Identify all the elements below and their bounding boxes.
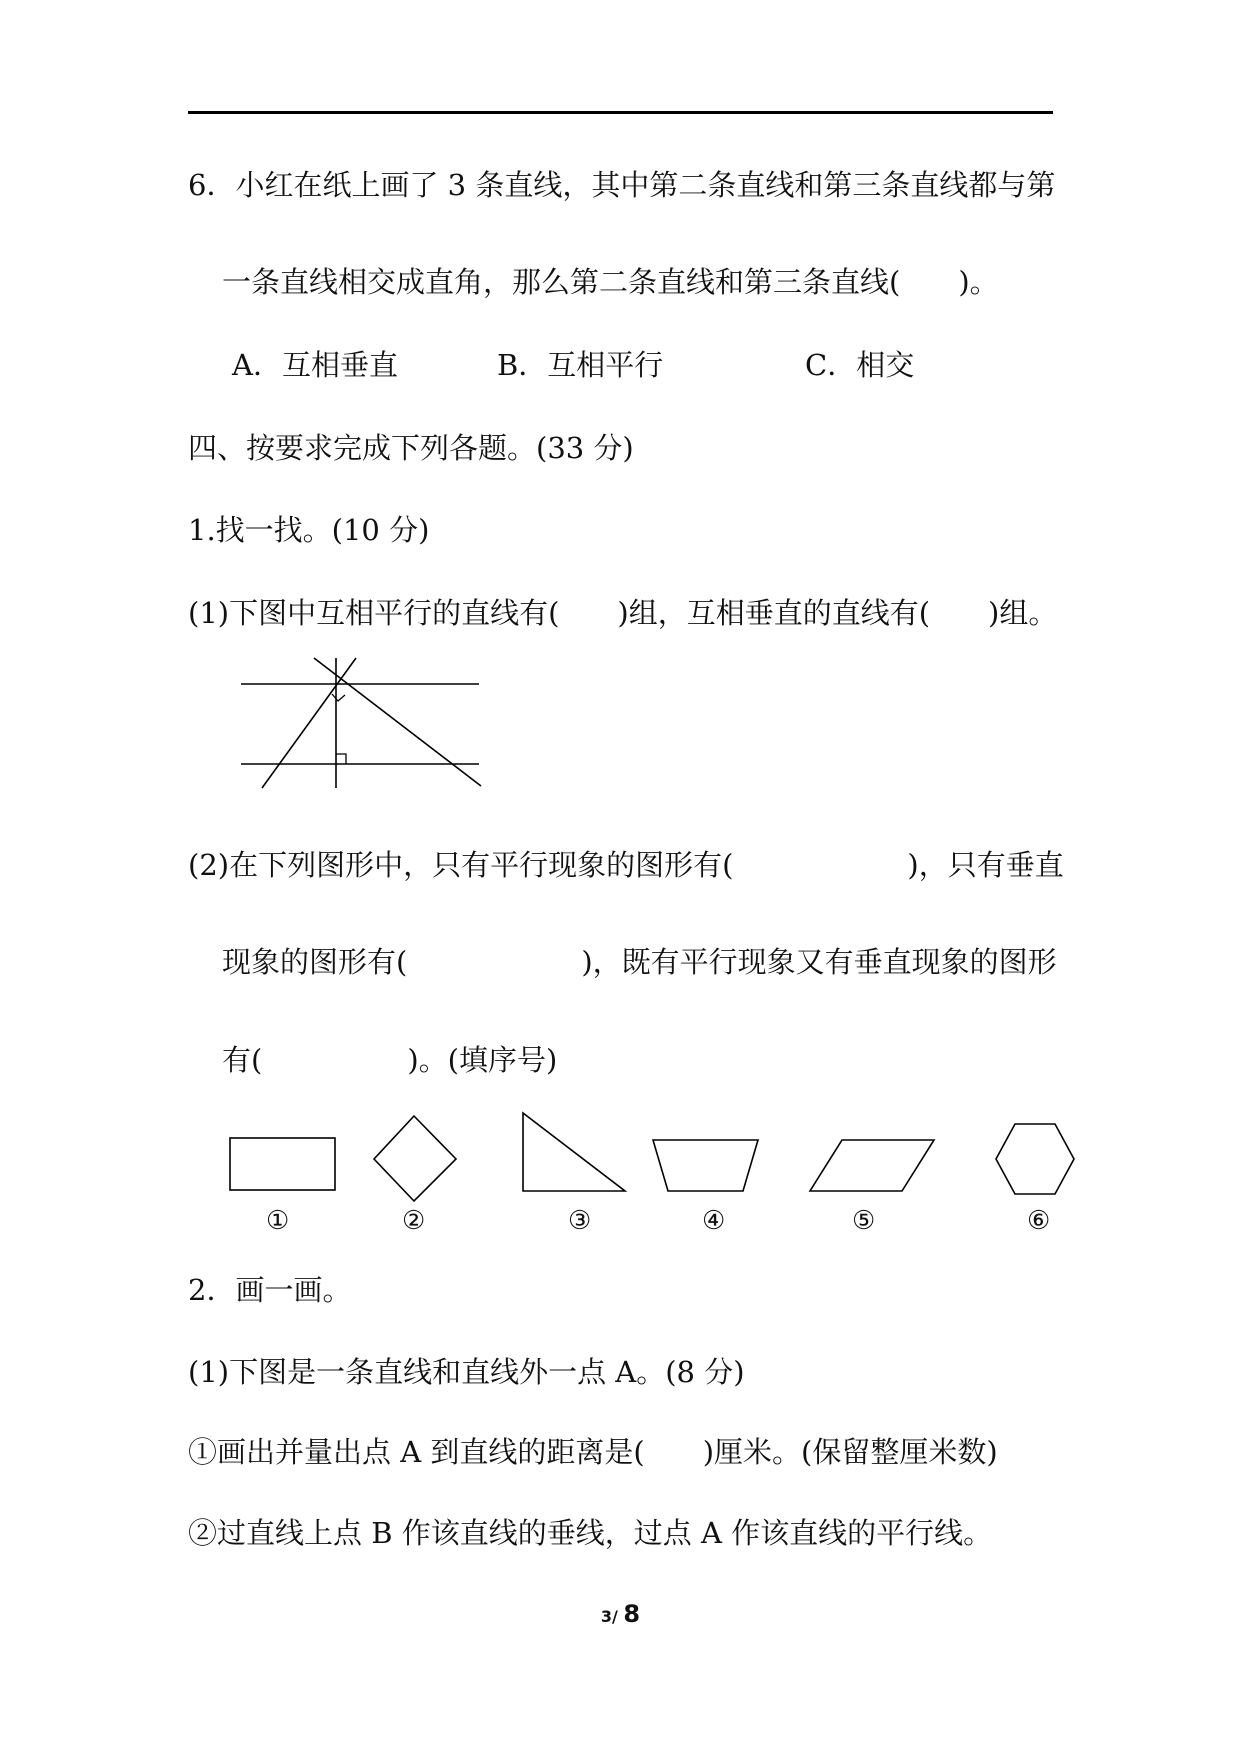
shape-hexagon	[993, 1121, 1078, 1199]
problem1-sub1: (1)下图中互相平行的直线有( )组，互相垂直的直线有( )组。	[188, 596, 1058, 630]
shape-label-4: ④	[702, 1206, 726, 1236]
page-number	[0, 1600, 1241, 1628]
shape-rectangle	[228, 1136, 338, 1192]
q6-option-b: B．互相平行	[497, 348, 664, 382]
page-current: 3/	[600, 1607, 618, 1626]
shape-parallelogram	[808, 1136, 938, 1194]
problem2-item2: ②过直线上点 B 作该直线的垂线，过点 A 作该直线的平行线。	[188, 1516, 993, 1550]
page-total: 8	[623, 1600, 641, 1628]
problem1-sub2-line-2: 现象的图形有( )，既有平行现象又有垂直现象的图形	[222, 945, 1057, 979]
slant-line-right	[314, 658, 481, 786]
problem2-title: 2．画一画。	[188, 1273, 352, 1307]
right-angle-mark-bottom	[336, 754, 346, 764]
shape-label-6: ⑥	[1027, 1206, 1051, 1236]
section4-heading: 四、按要求完成下列各题。(33 分)	[188, 431, 634, 465]
problem2-sub1: (1)下图是一条直线和直线外一点 A。(8 分)	[188, 1355, 745, 1389]
problem1-title: 1.找一找。(10 分)	[188, 513, 430, 547]
right-angle-mark-top	[332, 694, 345, 701]
slant-line-left	[262, 658, 356, 788]
shape-square-rotated	[370, 1113, 460, 1205]
shape-right-triangle	[520, 1110, 630, 1194]
shape-trapezoid	[650, 1136, 762, 1194]
q6-option-c: C．相交	[805, 348, 915, 382]
q6-line-1: 6．小红在纸上画了 3 条直线，其中第二条直线和第三条直线都与第	[188, 168, 1056, 202]
header-rule	[188, 111, 1053, 114]
q6-option-a: A．互相垂直	[232, 348, 398, 382]
shape-label-5: ⑤	[852, 1206, 876, 1236]
shape-label-1: ①	[266, 1206, 290, 1236]
problem1-sub2-line-3: 有( )。(填序号)	[222, 1043, 558, 1077]
shape-label-3: ③	[568, 1206, 592, 1236]
problem2-item1: ①画出并量出点 A 到直线的距离是( )厘米。(保留整厘米数)	[188, 1435, 998, 1469]
lines-figure	[235, 650, 495, 790]
problem1-sub2-line-1: (2)在下列图形中，只有平行现象的图形有( )，只有垂直	[188, 848, 1064, 882]
q6-line-2: 一条直线相交成直角，那么第二条直线和第三条直线( )。	[222, 265, 999, 299]
shape-label-2: ②	[402, 1206, 426, 1236]
